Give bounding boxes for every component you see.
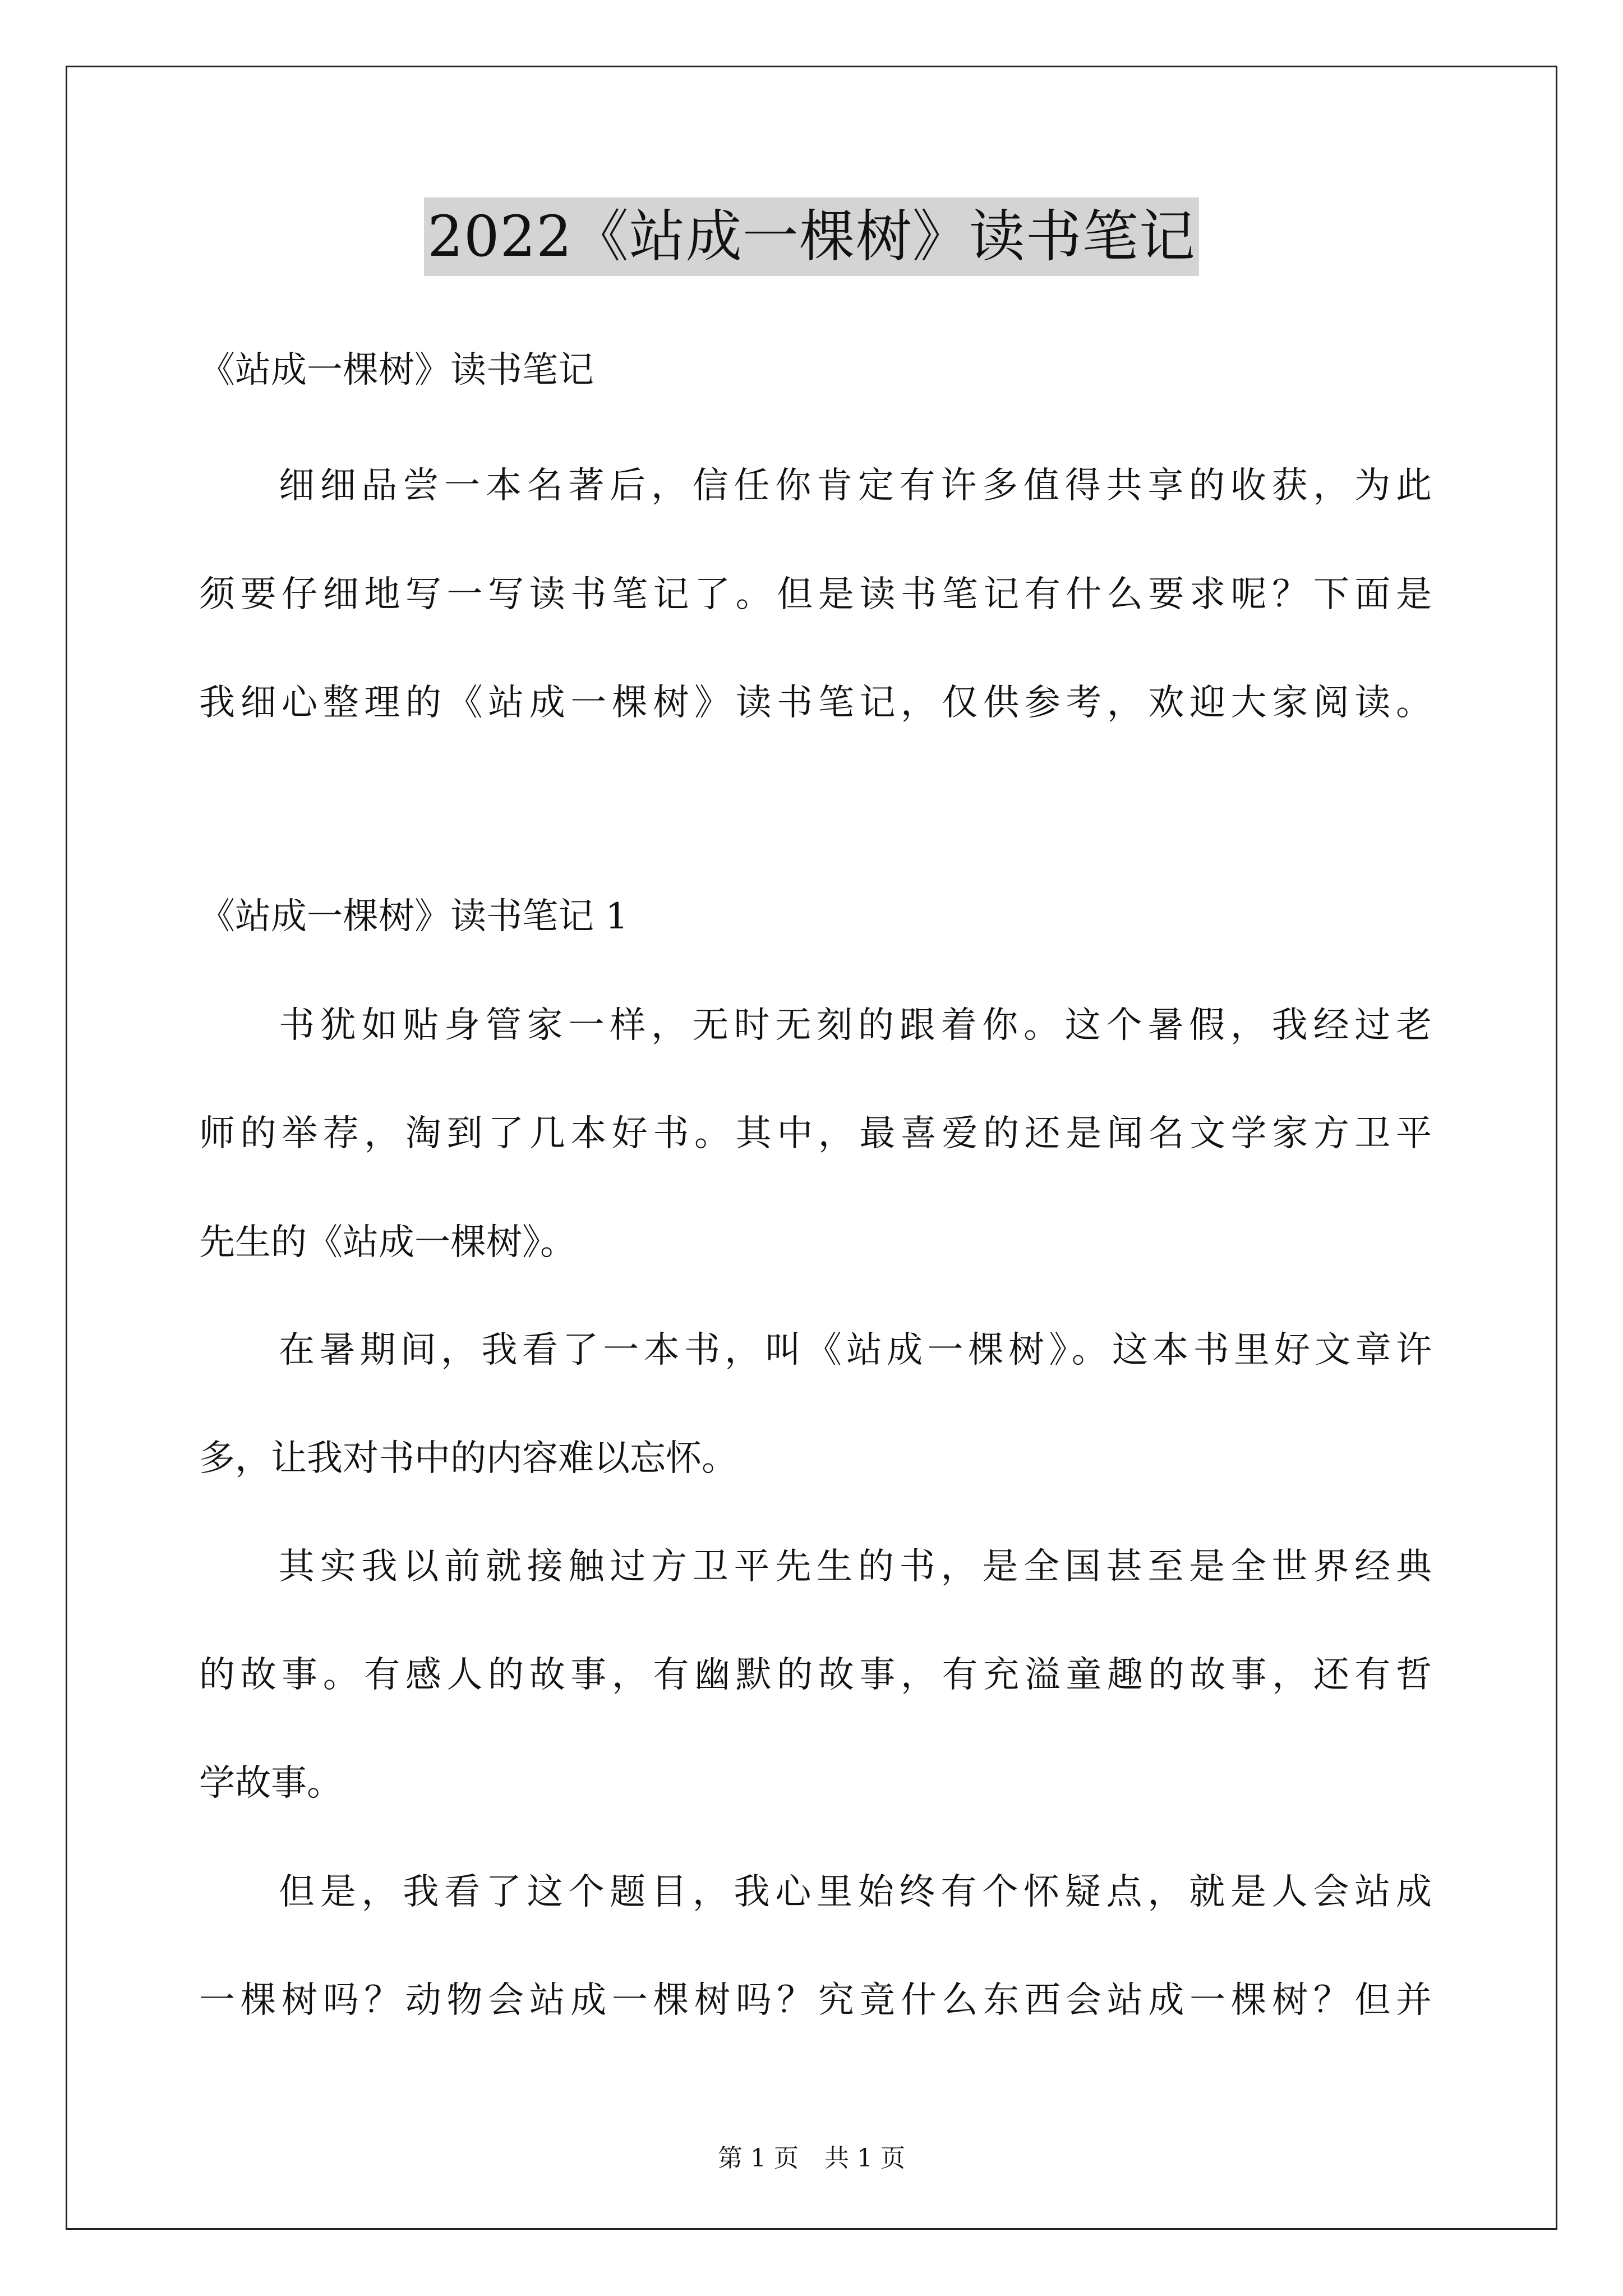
paragraph-line: 学故事。 — [199, 1763, 343, 1804]
page-footer — [0, 2143, 1623, 2174]
paragraph-line: 我细心整理的《站成一棵树》读书笔记，仅供参考，欢迎大家阅读。 — [199, 682, 1432, 724]
paragraph-line: 书犹如贴身管家一样，无时无刻的跟着你。这个暑假，我经过老 — [279, 1005, 1432, 1046]
paragraph-line: 在暑期间，我看了一本书，叫《站成一棵树》。这本书里好文章许 — [279, 1329, 1432, 1371]
section-heading: 《站成一棵树》读书笔记 1 — [199, 896, 629, 937]
paragraph-line: 先生的《站成一棵树》。 — [199, 1222, 576, 1263]
paragraph-line: 细细品尝一本名著后，信任你肯定有许多值得共享的收获，为此 — [279, 465, 1432, 507]
paragraph-line: 须要仔细地写一写读书笔记了。但是读书笔记有什么要求呢？下面是 — [199, 574, 1432, 615]
paragraph-line: 的故事。有感人的故事，有幽默的故事，有充溢童趣的故事，还有哲 — [199, 1654, 1432, 1696]
document-title — [0, 197, 1623, 276]
paragraph-line: 但是，我看了这个题目，我心里始终有个怀疑点，就是人会站成 — [279, 1871, 1432, 1913]
paragraph-line: 其实我以前就接触过方卫平先生的书，是全国甚至是全世界经典 — [279, 1546, 1432, 1588]
document-title-text: 2022《站成一棵树》读书笔记 — [424, 197, 1199, 276]
paragraph-line: 多，让我对书中的内容难以忘怀。 — [199, 1438, 737, 1479]
subtitle: 《站成一棵树》读书笔记 — [199, 349, 594, 391]
paragraph-line: 一棵树吗？动物会站成一棵树吗？究竟什么东西会站成一棵树？但并 — [199, 1980, 1432, 2021]
paragraph-line: 师的举荐，淘到了几本好书。其中，最喜爱的还是闻名文学家方卫平 — [199, 1113, 1432, 1154]
page-number-total: 共 1 页 — [824, 2144, 905, 2173]
page-number-current: 第 1 页 — [718, 2144, 799, 2173]
